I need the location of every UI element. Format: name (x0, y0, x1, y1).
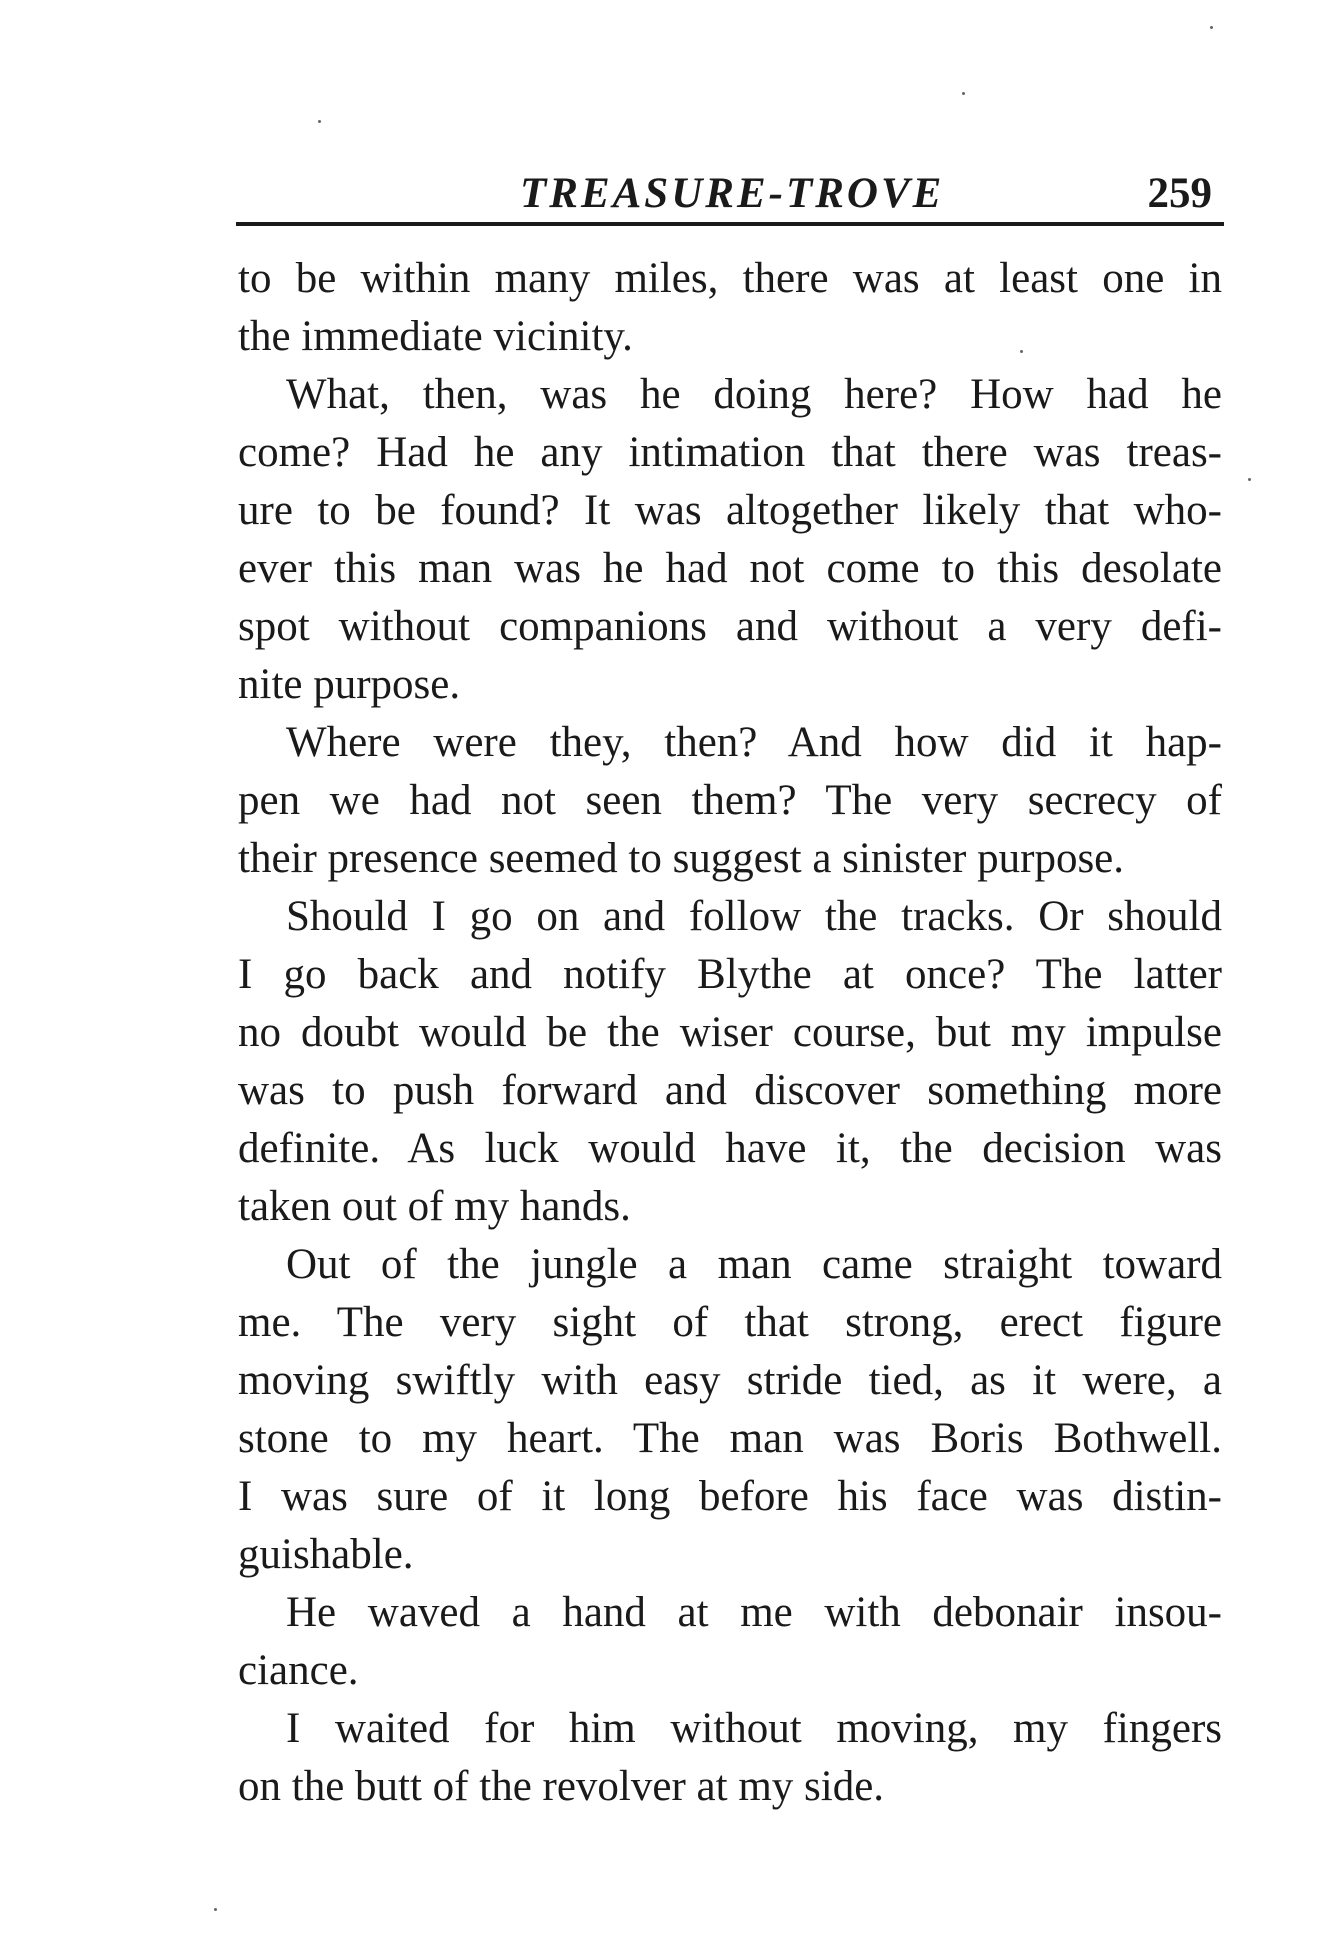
header-rule (236, 222, 1224, 226)
text-line: their presence seemed to suggest a sinister purpose. (238, 835, 1125, 882)
paper-speck (1210, 26, 1213, 29)
running-header (236, 168, 1220, 228)
paragraph-start-line: What, then, was he doing here? How had he (286, 371, 1222, 418)
body-text (238, 250, 1222, 1816)
text-line: guishable. (238, 1531, 414, 1578)
text-line: on the butt of the revolver at my side. (238, 1763, 885, 1810)
paper-speck (214, 1908, 217, 1911)
text-line: I was sure of it long before his face was distin- (238, 1473, 1222, 1520)
text-line: nite purpose. (238, 661, 461, 708)
text-line: pen we had not seen them? The very secrecy of (238, 777, 1222, 824)
text-line: stone to my heart. The man was Boris Bothwell. (238, 1415, 1222, 1462)
text-line: moving swiftly with easy stride tied, as it were, a (238, 1357, 1222, 1404)
paragraph-start-line: Where were they, then? And how did it hap- (286, 719, 1222, 766)
paper-speck (1020, 350, 1023, 353)
text-line: was to push forward and discover something more (238, 1067, 1222, 1114)
paragraph-start-line: I waited for him without moving, my fingers (286, 1705, 1222, 1752)
text-line: ciance. (238, 1647, 359, 1694)
text-line: come? Had he any intimation that there was treas- (238, 429, 1222, 476)
text-line: the immediate vicinity. (238, 313, 633, 360)
text-line: me. The very sight of that strong, erect figure (238, 1299, 1222, 1346)
running-title: TREASURE-TROVE (520, 170, 945, 217)
paragraph-start-line: Out of the jungle a man came straight toward (286, 1241, 1222, 1288)
page-number: 259 (1147, 170, 1212, 217)
text-line: to be within many miles, there was at least one in (238, 255, 1222, 302)
text-line: ever this man was he had not come to this desolate (238, 545, 1222, 592)
paper-speck (1248, 478, 1251, 481)
paper-speck (962, 92, 965, 95)
paragraph-start-line: Should I go on and follow the tracks. Or should (286, 893, 1222, 940)
text-line: definite. As luck would have it, the decision was (238, 1125, 1222, 1172)
text-line: no doubt would be the wiser course, but my impulse (238, 1009, 1222, 1056)
text-line: spot without companions and without a very defi- (238, 603, 1222, 650)
paper-speck (318, 120, 321, 123)
text-line: I go back and notify Blythe at once? The latter (238, 951, 1222, 998)
paragraph-start-line: He waved a hand at me with debonair insou- (286, 1589, 1222, 1636)
text-line: ure to be found? It was altogether likely that who- (238, 487, 1222, 534)
text-line: taken out of my hands. (238, 1183, 631, 1230)
